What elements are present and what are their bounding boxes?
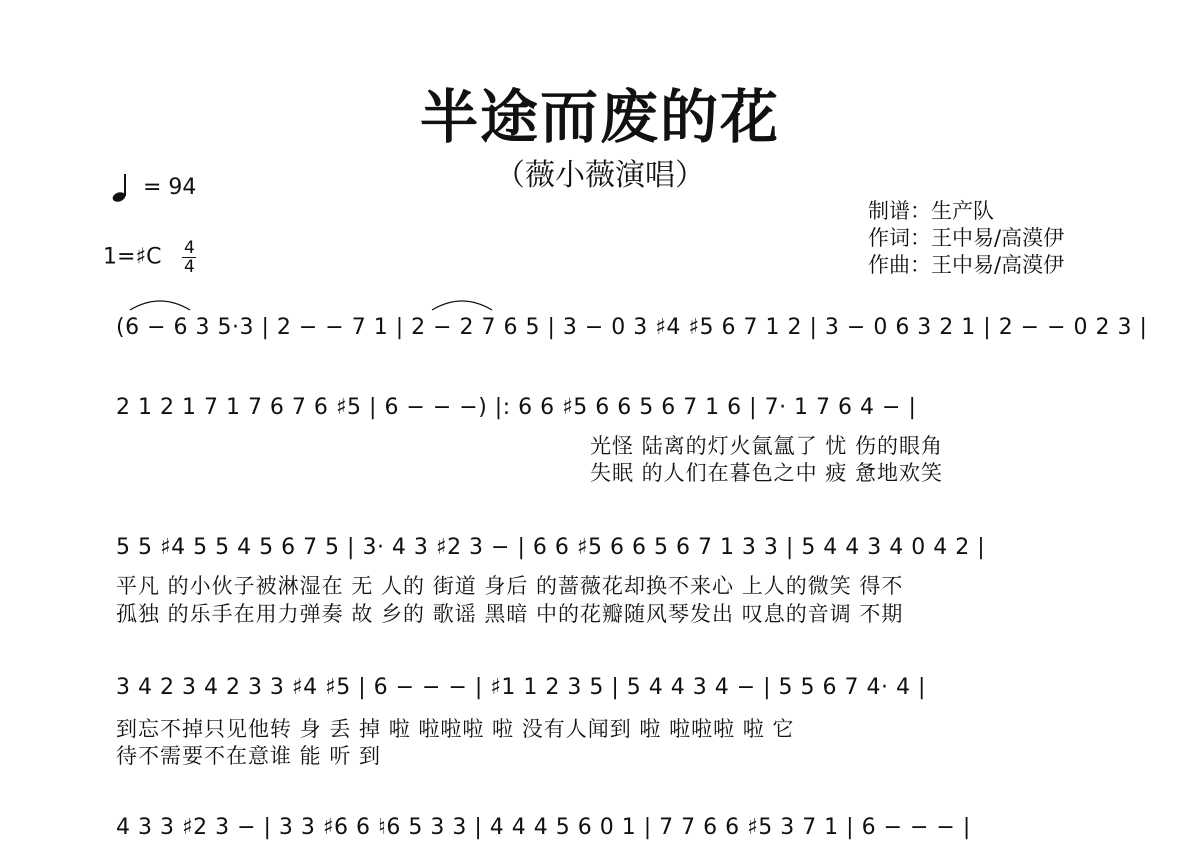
composer-credit: 作曲：王中易/高漠伊 — [868, 253, 1065, 277]
credits — [868, 198, 1064, 279]
time-signature-bottom: 4 — [184, 257, 195, 277]
score-row-2: 2 1 2 1 7 1 7 6 7 6 ♯5 | 6 − − −) |: 6 6 ♯5 6 6 5 6 7 1 6 | 7· 1 7 6 4 − | — [116, 395, 917, 420]
song-title: 半途而废的花 — [419, 83, 780, 151]
tempo-value: = 94 — [143, 175, 197, 200]
score-row-3: 5 5 ♯4 5 5 4 5 6 7 5 | 3· 4 3 ♯2 3 − | 6 6 ♯5 6 6 5 6 7 1 3 3 | 5 4 4 3 4 0 4 2 | — [116, 535, 986, 560]
time-signature-top: 4 — [184, 238, 195, 258]
time-signature — [182, 240, 196, 275]
key-text: 1=♯C — [103, 244, 162, 270]
lyric-row-4-verse-1: 到忘不掉只见他转 身 丢 掉 啦 啦啦啦 啦 没有人闻到 啦 啦啦啦 啦 它 — [116, 717, 795, 741]
performer-subtitle: （薇小薇演唱） — [495, 158, 705, 193]
score-row-4: 3 4 2 3 4 2 3 3 ♯4 ♯5 | 6 − − − | ♯1 1 2 3 5 | 5 4 4 3 4 − | 5 5 6 7 4· 4 | — [116, 675, 926, 700]
arranger-credit: 制谱：生产队 — [868, 199, 994, 223]
lyric-row-4-verse-2: 待不需要不在意谁 能 听 到 — [116, 744, 382, 768]
lyricist-credit: 作词：王中易/高漠伊 — [868, 226, 1065, 250]
quarter-note-icon — [110, 172, 136, 204]
lyric-row-2-verse-2: 失眠 的人们在暮色之中 疲 惫地欢笑 — [590, 461, 944, 485]
score-row-1: (6 − 6 3 5·3 | 2 − − 7 1 | 2 − 2 7 6 5 | 3 − 0 3 ♯4 ♯5 6 7 1 2 | 3 − 0 6 3 2 1 | 2 − − 0 2 3 | — [116, 315, 1148, 340]
lyric-row-2-verse-1: 光怪 陆离的灯火氤氲了 忧 伤的眼角 — [590, 434, 944, 458]
lyric-row-3-verse-1: 平凡 的小伙子被淋湿在 无 人的 街道 身后 的蔷薇花却换不来心 上人的微笑 得不 — [116, 574, 904, 598]
score-row-5: 4 3 3 ♯2 3 − | 3 3 ♯6 6 ♮6 5 3 3 | 4 4 4 5 6 0 1 | 7 7 6 6 ♯5 3 7 1 | 6 − − − | — [116, 815, 971, 840]
lyric-row-3-verse-2: 孤独 的乐手在用力弹奏 故 乡的 歌谣 黑暗 中的花瓣随风琴发出 叹息的音调 不期 — [116, 602, 904, 626]
tempo-marking — [110, 172, 196, 204]
slur-mark — [128, 296, 192, 312]
slur-mark — [430, 296, 494, 312]
key-signature — [103, 240, 196, 275]
